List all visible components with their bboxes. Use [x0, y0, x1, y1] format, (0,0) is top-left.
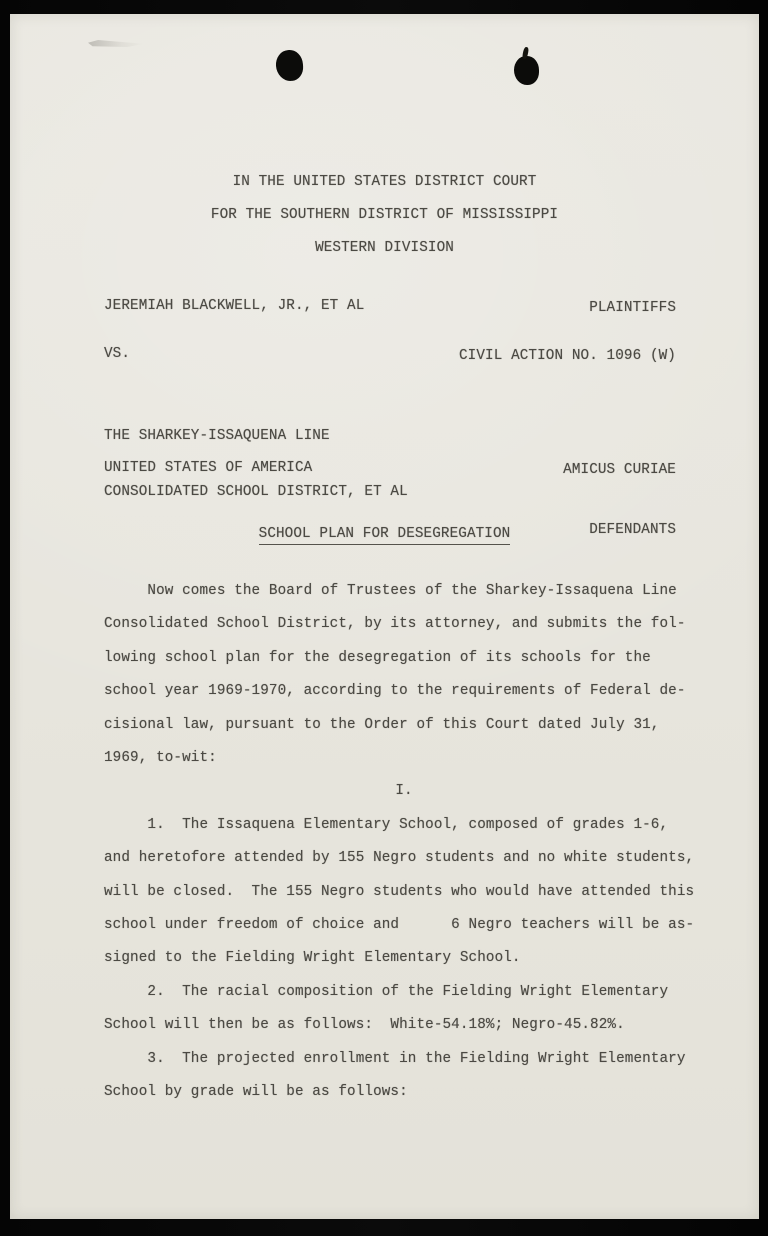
- body-line: Now comes the Board of Trustees of the Sharkey-Issaquena Line: [104, 583, 677, 599]
- punch-hole-right-icon: [514, 56, 539, 85]
- caption-row-amicus: [104, 459, 676, 478]
- caption-row-vs: [104, 345, 676, 364]
- party-role-amicus: AMICUS CURIAE: [563, 461, 676, 478]
- body-line: lowing school plan for the desegregation of its schools for the: [104, 649, 651, 666]
- punch-hole-left-icon: [275, 49, 304, 82]
- body-line: School by grade will be as follows:: [104, 1084, 408, 1101]
- party-role-defendants: DEFENDANTS: [589, 522, 676, 538]
- paper-sheet: [10, 14, 759, 1219]
- court-heading-line-3: WESTERN DIVISION: [315, 240, 454, 256]
- body-line: school year 1969-1970, according to the requirements of Federal de-: [104, 683, 686, 700]
- pencil-smudge: [88, 40, 144, 47]
- body-line: Consolidated School District, by its attorney, and submits the fol-: [104, 616, 686, 633]
- caption-row-plaintiffs: [104, 297, 676, 316]
- body-line: School will then be as follows: White-54.18%; Negro-45.82%.: [104, 1017, 625, 1034]
- vs-label: VS.: [104, 346, 131, 362]
- body-line: signed to the Fielding Wright Elementary School.: [104, 950, 521, 967]
- document-title: [10, 526, 759, 542]
- body-line: 2. The racial composition of the Fielding Wright Elementary: [104, 983, 669, 1000]
- party-role-plaintiffs: PLAINTIFFS: [589, 299, 676, 316]
- body-line: will be closed. The 155 Negro students who would have attended this: [104, 883, 695, 900]
- party-name-amicus: UNITED STATES OF AMERICA: [104, 460, 313, 476]
- body-line: 1969, to-wit:: [104, 750, 217, 767]
- body-line: school under freedom of choice and 6 Negro teachers will be as-: [104, 917, 695, 934]
- party-name-plaintiffs: JEREMIAH BLACKWELL, JR., ET AL: [104, 298, 365, 314]
- civil-action-number: CIVIL ACTION NO. 1096 (W): [459, 347, 676, 364]
- party-name-defendants-line-2: CONSOLIDATED SCHOOL DISTRICT, ET AL: [104, 483, 408, 500]
- party-name-defendants-line-1: THE SHARKEY-ISSAQUENA LINE: [104, 428, 330, 444]
- body-line: 1. The Issaquena Elementary School, composed of grades 1-6,: [104, 816, 669, 833]
- document-title-text: SCHOOL PLAN FOR DESEGREGATION: [259, 526, 511, 545]
- court-heading-line-1: IN THE UNITED STATES DISTRICT COURT: [232, 174, 537, 190]
- body-line: and heretofore attended by 155 Negro students and no white students,: [104, 850, 695, 867]
- section-numeral: I.: [395, 783, 413, 800]
- document-body: [104, 575, 704, 1110]
- body-line: cisional law, pursuant to the Order of this Court dated July 31,: [104, 716, 660, 733]
- court-heading-line-2: FOR THE SOUTHERN DISTRICT OF MISSISSIPPI: [210, 207, 559, 223]
- body-line: 3. The projected enrollment in the Fielding Wright Elementary: [104, 1050, 686, 1067]
- court-heading: [10, 166, 759, 265]
